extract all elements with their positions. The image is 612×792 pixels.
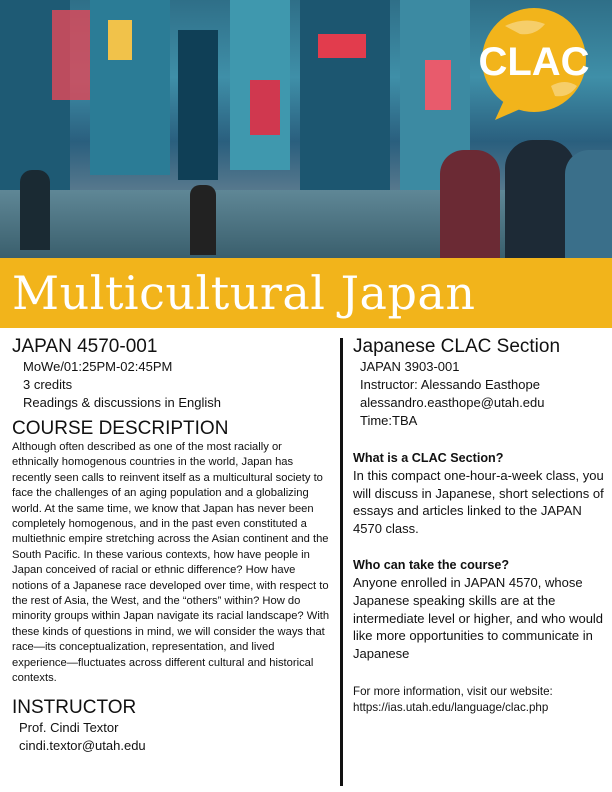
logo-text: CLAC	[478, 40, 590, 84]
instructor-name: Prof. Cindi Textor	[19, 719, 119, 735]
column-divider	[340, 338, 343, 786]
answer-what-is-clac: In this compact one-hour-a-week class, you will discuss in Japanese, short selections of essays and articles linked to the JAPAN 4570 class.	[353, 468, 604, 536]
title-banner	[0, 258, 612, 328]
clac-section-column	[353, 336, 608, 716]
instructor-email: cindi.textor@utah.edu	[19, 737, 146, 753]
question-who-can-take: Who can take the course?	[353, 558, 510, 573]
course-description: Although often described as one of the most racially or ethnically homogenous countries in the world, Japan has recently seen calls to reinvent itself as a multicultural society to face the challenges of an aging population and a globalizing world. At the same time, we know that Japan has never been completely homogenous, and in the past even constituted a multiethnic empire stretching across the Asian continent and the South Pacific. In these various contexts, how have people in Japan conceived of racial or ethnic difference? How have notions of a Japanese race developed over time, with respect to the rest of Asia, the West, and the “others” within? How do minority groups within Japan navigate its racial landscape? With these kinds of questions in mind, we will consider the ways that race—its conceptualization, representation, and lived experience—fluctuates across different cultural and historical contexts.	[12, 441, 330, 685]
course-schedule: MoWe/01:25PM-02:45PM	[23, 359, 173, 374]
course-info-column	[12, 336, 330, 755]
website-link[interactable]: https://ias.utah.edu/language/clac.php	[353, 701, 549, 715]
course-language-note: Readings & discussions in English	[23, 395, 221, 410]
instructor-heading: INSTRUCTOR	[12, 696, 137, 718]
description-heading: COURSE DESCRIPTION	[12, 418, 229, 439]
clac-email: alessandro.easthope@utah.edu	[360, 395, 545, 410]
answer-who-can-take: Anyone enrolled in JAPAN 4570, whose Japanese speaking skills are at the intermediate level or higher, and who would like more opportunities to communicate in Japanese	[353, 575, 604, 661]
more-info-text: For more information, visit our website:	[353, 685, 553, 699]
clac-logo	[465, 6, 603, 122]
clac-section-heading: Japanese CLAC Section	[353, 336, 561, 357]
course-credits: 3 credits	[23, 377, 73, 392]
question-what-is-clac: What is a CLAC Section?	[353, 451, 504, 465]
clac-time: Time:TBA	[360, 413, 418, 428]
page-title: Multicultural Japan	[12, 266, 476, 320]
clac-section-code: JAPAN 3903-001	[360, 359, 460, 374]
clac-instructor: Instructor: Alessando Easthope	[360, 377, 540, 392]
course-code: JAPAN 4570-001	[12, 336, 158, 357]
